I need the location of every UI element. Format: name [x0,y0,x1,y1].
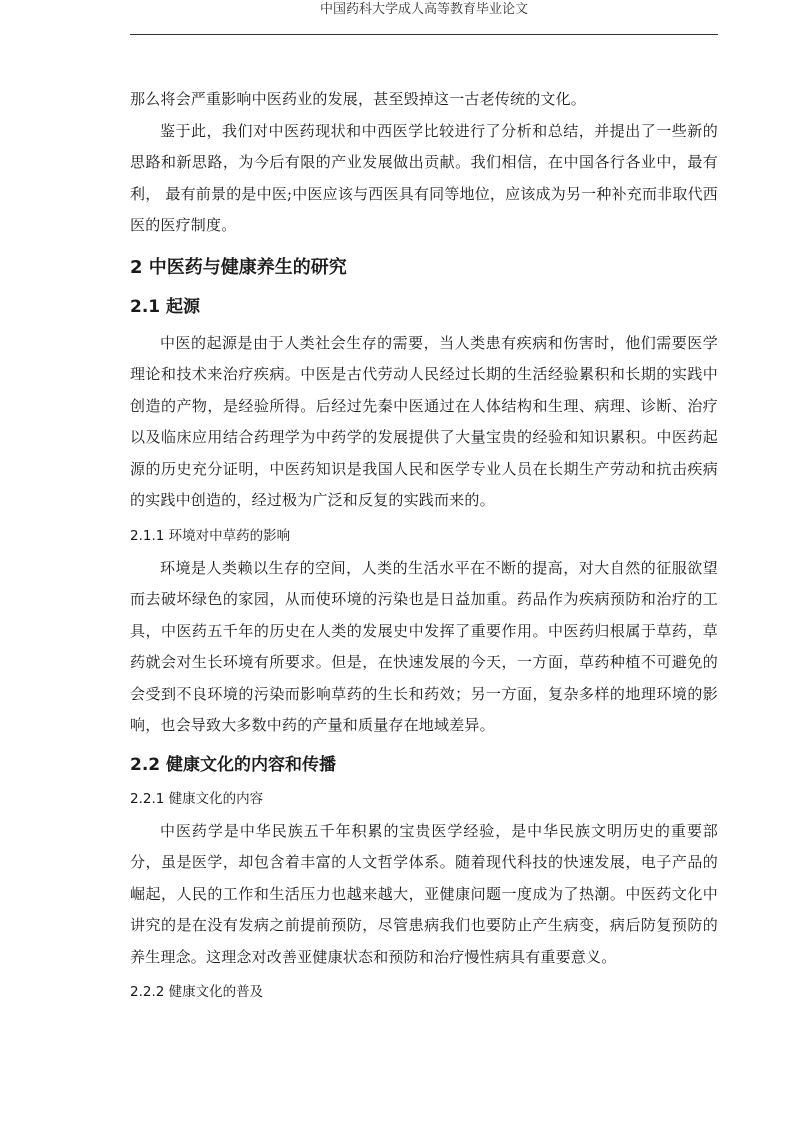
section-heading-2: 2 中医药与健康养生的研究 [130,256,347,278]
subsection-heading-2-1: 2.1 起源 [130,296,201,317]
document-body [130,84,718,1009]
paragraph-continuation: 那么将会严重影响中医药业的发展，甚至毁掉这一古老传统的文化。 [130,90,587,108]
paragraph-health-culture: 中医药学是中华民族五千年积累的宝贵医学经验，是中华民族文明历史的重要部分，虽是医学，却包含着丰富的人文哲学体系。随着现代科技的快速发展，电子产品的崛起，人民的工作和生活压力也越来越大，亚健康问题一度成为了热潮。中医药文化中讲究的是在没有发病之前提前预防，尽管患病我们也要防止产生病变，病后防复预防的养生理念。这理念对改善亚健康状态和预防和治疗慢性病具有重要意义。 [130,821,718,966]
subsubsection-heading-2-1-1: 2.1.1 环境对中草药的影响 [130,527,291,544]
subsubsection-heading-2-2-1: 2.2.1 健康文化的内容 [130,790,264,807]
page-header [130,0,718,35]
paragraph-summary: 鉴于此，我们对中医药现状和中西医学比较进行了分析和总结，并提出了一些新的思路和新思路，为今后有限的产业发展做出贡献。我们相信，在中国各行各业中，最有利， 最有前景的是中医;中医应该与西医具有同等地位，应该成为另一种补充而非取代西医的医疗制度。 [130,121,718,234]
subsection-heading-2-2: 2.2 健康文化的内容和传播 [130,754,337,775]
subsubsection-heading-2-2-2: 2.2.2 健康文化的普及 [130,984,264,1000]
paragraph-origin: 中医的起源是由于人类社会生存的需要，当人类患有疾病和伤害时，他们需要医学理论和技术来治疗疾病。中医是古代劳动人民经过长期的生活经验累积和长期的实践中创造的产物，是经验所得。后经过先秦中医通过在人体结构和生理、病理、诊断、治疗以及临床应用结合药理学为中药学的发展提供了大量宝贵的经验和知识累积。中医药起源的历史充分证明，中医药知识是我国人民和医学专业人员在长期生产劳动和抗击疾病的实践中创造的，经过极为广泛和反复的实践而来的。 [130,333,718,509]
paragraph-environment: 环境是人类赖以生存的空间，人类的生活水平在不断的提高，对大自然的征服欲望而去破坏绿色的家园，从而使环境的污染也是日益加重。药品作为疾病预防和治疗的工具，中医药五千年的历史在人类的发展史中发挥了重要作用。中医药归根属于草药，草药就会对生长环境有所要求。但是，在快速发展的今天，一方面，草药种植不可避免的会受到不良环境的污染而影响草药的生长和药效；另一方面，复杂多样的地理环境的影响，也会导致大多数中药的产量和质量存在地域差异。 [130,558,718,734]
header-title: 中国药科大学成人高等教育毕业论文 [319,2,528,17]
